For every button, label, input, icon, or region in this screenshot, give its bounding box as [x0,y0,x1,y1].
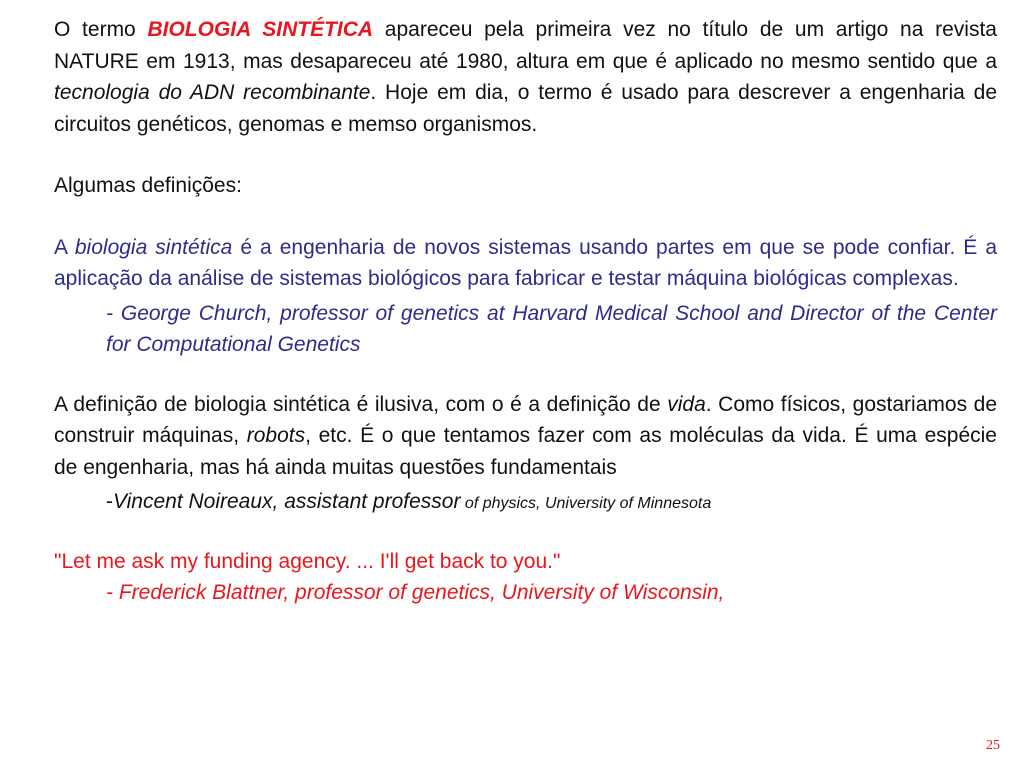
noireaux-affiliation: of physics, University of Minnesota [460,495,712,512]
page-number: 25 [986,738,1000,753]
definitions-heading: Algumas definições: [54,174,242,197]
noireaux-text-e: , etc. É o que tentamos fazer com as moléculas da vida. É uma espécie de engenharia, mas há ainda muitas questões fundamentais [54,424,997,479]
intro-paragraph [54,14,997,140]
noireaux-name: Vincent Noireaux, assistant professor [113,490,461,513]
slide-body [54,14,997,609]
robots-term: robots [246,424,306,447]
church-text-c: é a engenharia de novos sistemas usando partes em que se pode confiar. É a aplicação da análise de sistemas biológicos para fabricar e testar máquina biológicas complexas. [54,235,998,290]
church-attribution [54,298,997,361]
blattner-attribution-text: - Frederick Blattner, professor of genetics, University of Wisconsin, [106,581,725,604]
church-definition [54,232,997,295]
church-attribution-text: - George Church, professor of genetics at Harvard Medical School and Director of the Center for Computational Genetics [106,301,997,356]
intro-text-c: apareceu pela primeira vez no título de um artigo na revista NATURE em 1913, mas desapareceu até 1980, altura em que é aplicado no mesmo sentido que a [54,18,997,73]
term-highlight: BIOLOGIA SINTÉTICA [147,18,374,41]
recombinant-dna-term: tecnologia do ADN recombinante [54,81,371,104]
church-text-a: A [54,235,75,259]
blattner-quote: "Let me ask my funding agency. ... I'll get back to you." [54,549,561,573]
life-term: vida [667,392,706,416]
intro-text-a: O termo [54,18,148,41]
noireaux-text-a: A definição de biologia sintética é ilusiva, com o é a definição de [54,392,668,416]
noireaux-definition [54,389,997,484]
noireaux-attribution [54,486,997,520]
noireaux-dash: - [106,490,113,513]
noireaux-text-c: . Como físicos, gostariamos de construir máquinas, [54,392,998,447]
intro-text-e: . Hoje em dia, o termo é usado para descrever a engenharia de circuitos genéticos, genomas e memso organismos. [54,81,998,136]
synthetic-biology-term: biologia sintética [74,235,233,259]
blattner-attribution [54,577,997,609]
